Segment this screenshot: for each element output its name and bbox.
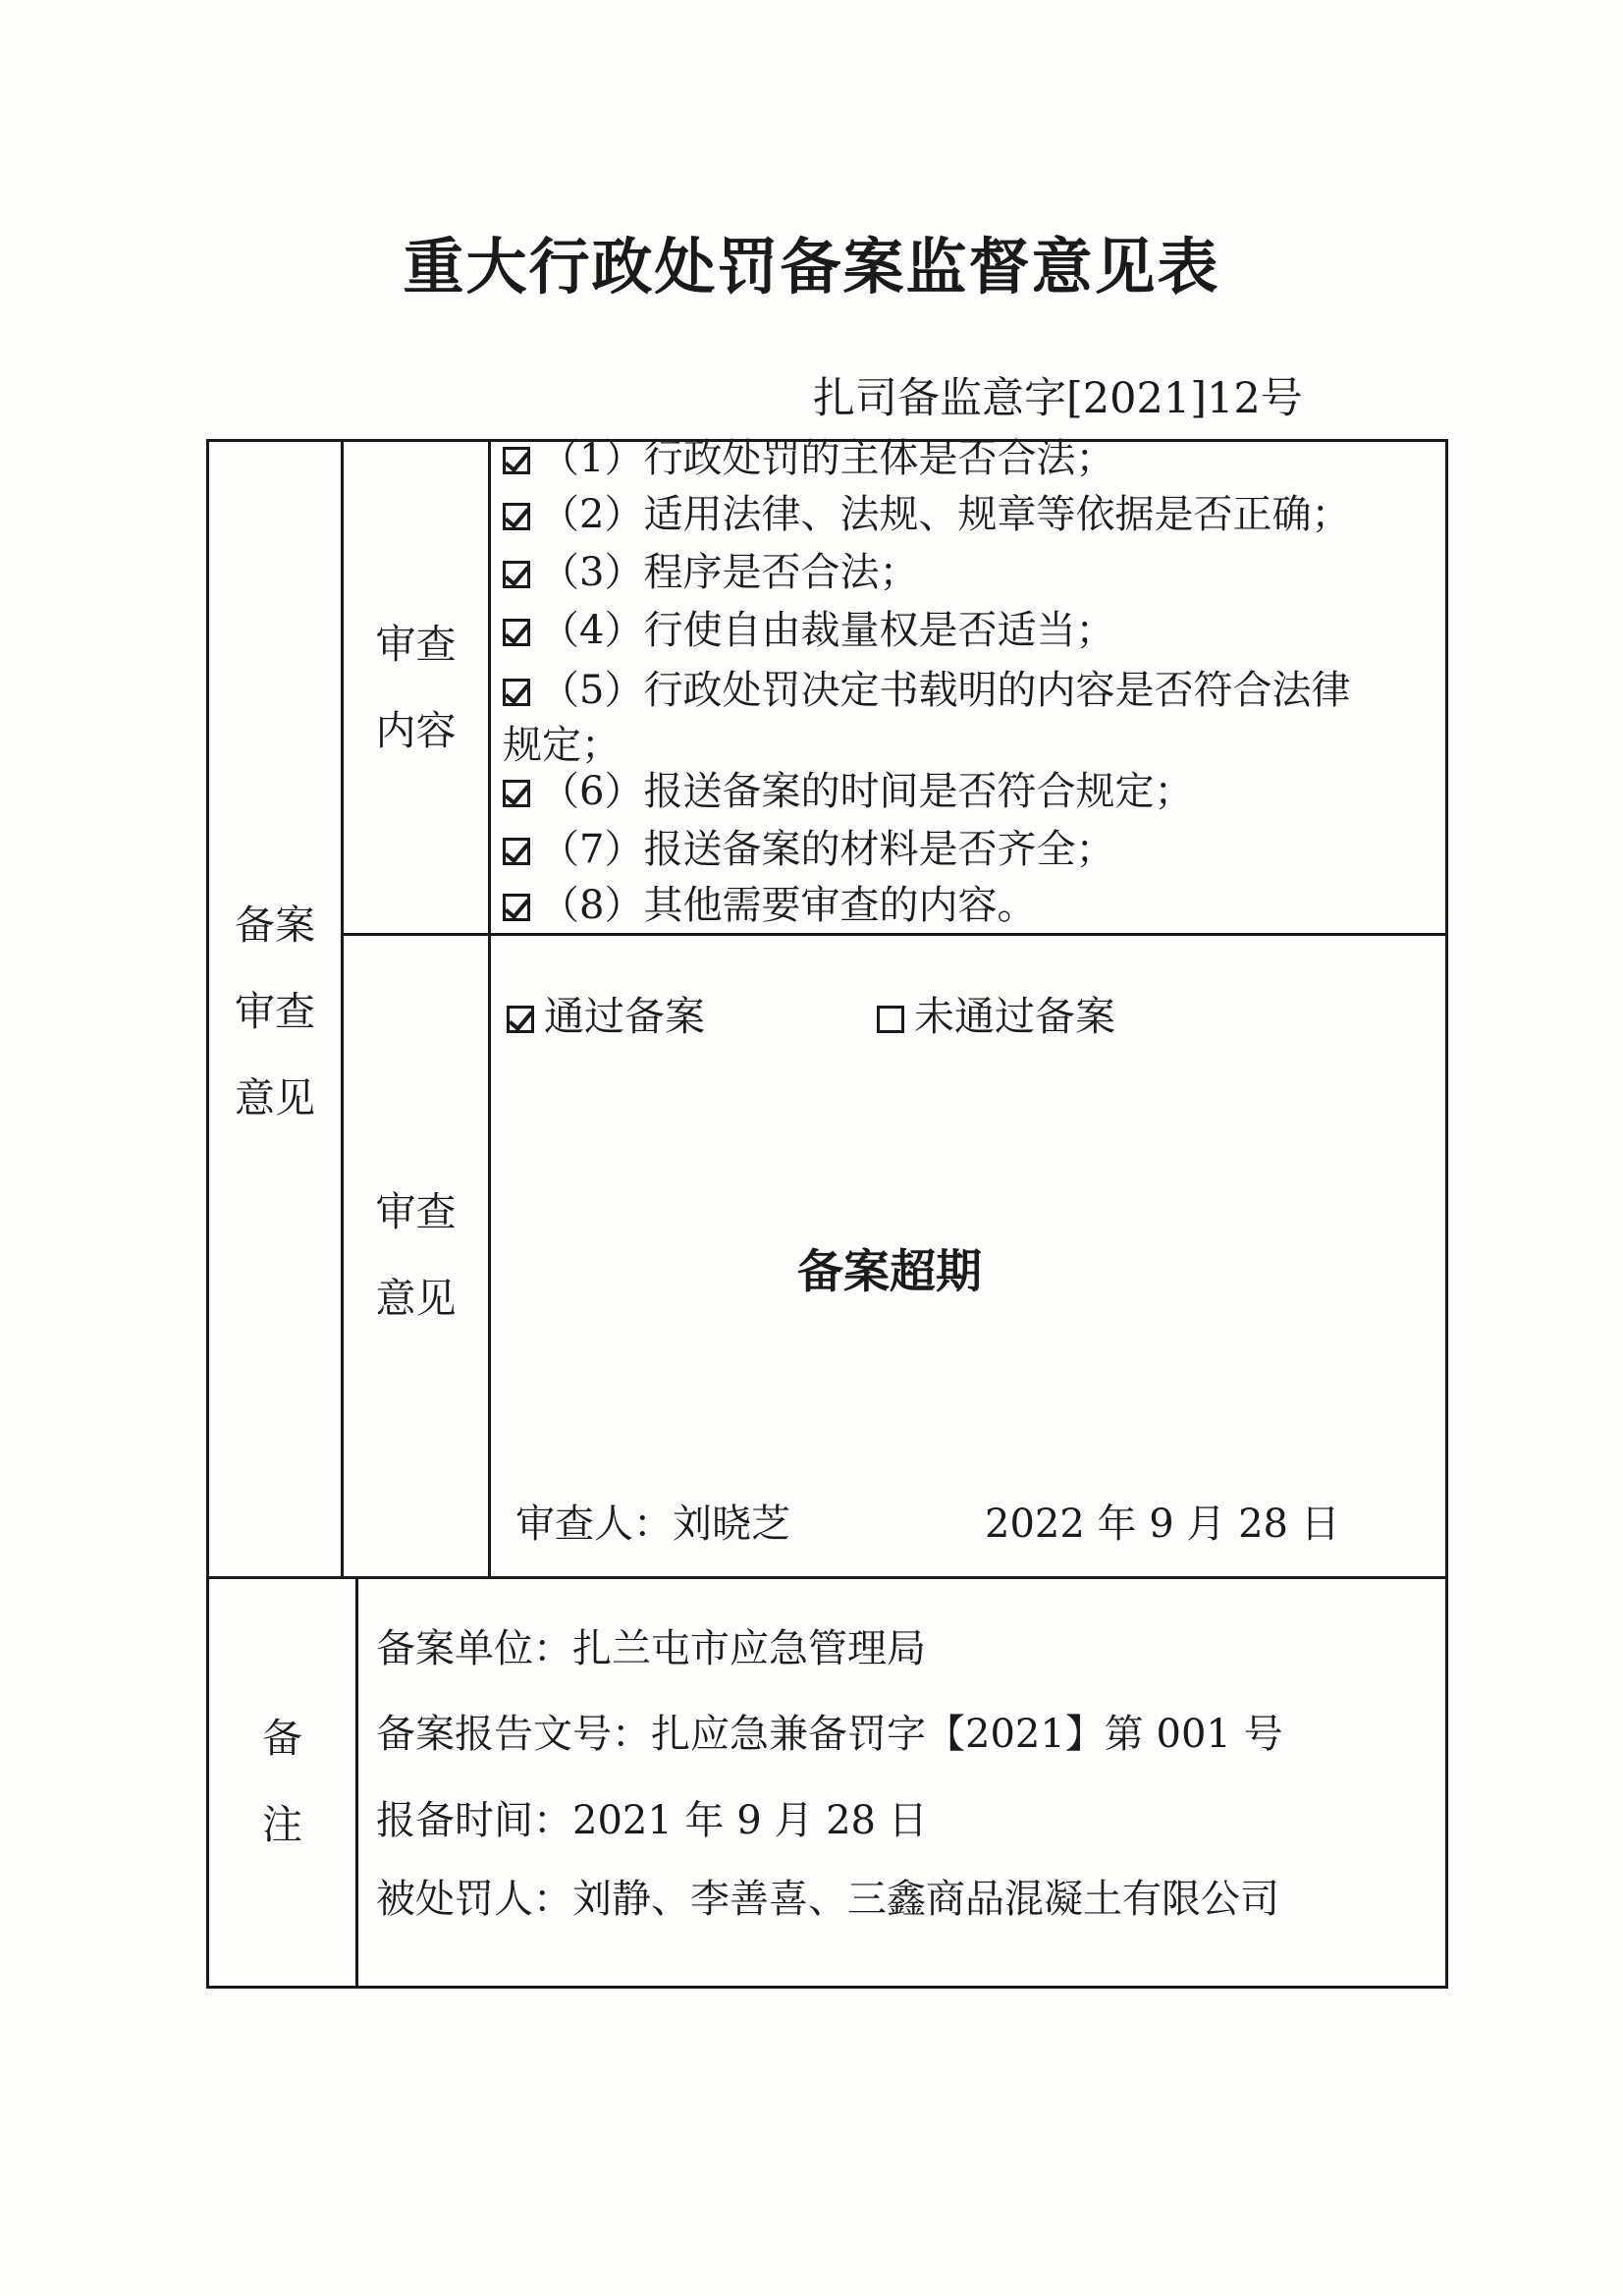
section-label-review-content: 审查 内容 bbox=[375, 621, 457, 754]
document-number: 扎司备监意字[2021]12号 bbox=[813, 374, 1303, 423]
review-item-4: （4）行使自由裁量权是否适当； bbox=[503, 601, 1114, 660]
checkbox-icon[interactable] bbox=[503, 503, 530, 530]
review-item-1: （1）行政处罚的主体是否合法； bbox=[503, 429, 1114, 488]
checkbox-icon[interactable] bbox=[503, 619, 530, 646]
opinion-text: 备案超期 bbox=[797, 1245, 982, 1299]
section-label-remarks: 备 注 bbox=[262, 1715, 302, 1848]
review-item-6: （6）报送备案的时间是否符合规定； bbox=[503, 762, 1193, 821]
review-item-5-cont: 规定； bbox=[503, 723, 621, 768]
review-item-2: （2）适用法律、法规、规章等依据是否正确； bbox=[503, 485, 1350, 544]
review-item-8: （8）其他需要审查的内容。 bbox=[503, 876, 1036, 935]
review-item-3: （3）程序是否合法； bbox=[503, 543, 918, 602]
checkbox-icon[interactable] bbox=[877, 1006, 904, 1033]
review-item-5: （5）行政处罚决定书载明的内容是否符合法律 bbox=[503, 661, 1350, 720]
checkbox-icon[interactable] bbox=[503, 838, 530, 865]
review-date: 2022 年 9 月 28 日 bbox=[985, 1502, 1340, 1547]
checkbox-icon[interactable] bbox=[507, 1006, 534, 1033]
reviewer: 审查人：刘晓芝 bbox=[515, 1502, 790, 1547]
filing-unit: 备案单位：扎兰屯市应急管理局 bbox=[376, 1626, 926, 1671]
checkbox-icon[interactable] bbox=[503, 894, 530, 921]
checkbox-icon[interactable] bbox=[503, 679, 530, 706]
report-number: 备案报告文号：扎应急兼备罚字【2021】第 001 号 bbox=[376, 1712, 1283, 1757]
review-item-7: （7）报送备案的材料是否齐全； bbox=[503, 820, 1114, 879]
report-time: 报备时间：2021 年 9 月 28 日 bbox=[376, 1798, 928, 1843]
option-pass[interactable]: 通过备案 bbox=[507, 987, 705, 1046]
checkbox-icon[interactable] bbox=[503, 780, 530, 807]
page-title: 重大行政处罚备案监督意见表 bbox=[403, 231, 1220, 302]
section-label-filing-review: 备案 审查 意见 bbox=[235, 902, 315, 1121]
checkbox-icon[interactable] bbox=[503, 447, 530, 474]
checkbox-icon[interactable] bbox=[503, 561, 530, 588]
penalized-party: 被处罚人：刘静、李善喜、三鑫商品混凝土有限公司 bbox=[376, 1877, 1279, 1922]
section-label-review-opinion: 审查 意见 bbox=[375, 1188, 457, 1322]
option-fail[interactable]: 未通过备案 bbox=[877, 987, 1115, 1046]
